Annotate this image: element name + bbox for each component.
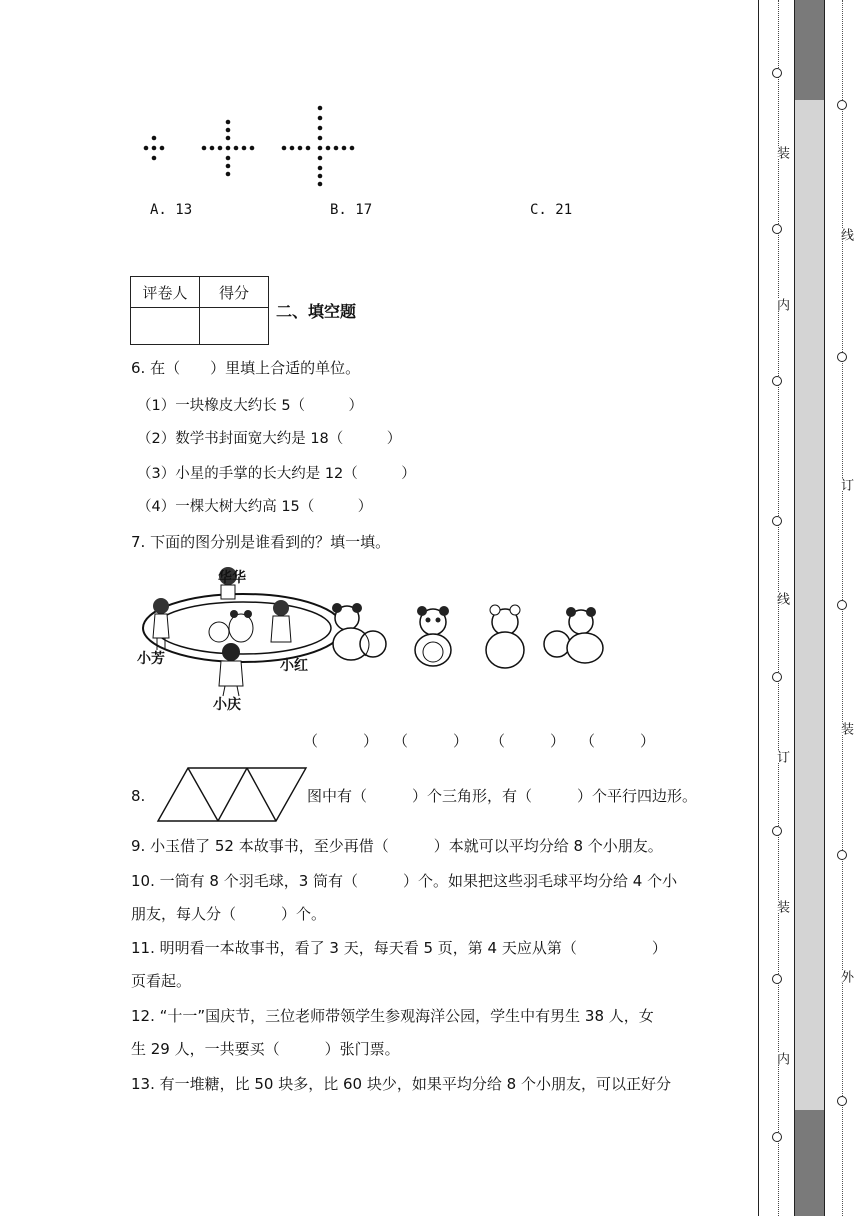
q7-blank-3[interactable]: （ ） bbox=[490, 732, 566, 750]
section-title: 二、填空题 bbox=[276, 302, 357, 321]
q8-text: 图中有（ ）个三角形，有（ ）个平行四边形。 bbox=[307, 787, 698, 805]
outer-label-4: 外 bbox=[838, 970, 853, 983]
outer-hole-3 bbox=[837, 600, 847, 610]
dark-band-bottom bbox=[794, 1110, 824, 1216]
binding-hole-2 bbox=[772, 224, 782, 234]
q6-stem: 6. 在（ ）里填上合适的单位。 bbox=[131, 359, 361, 377]
q10-line1: 10. 一筒有 8 个羽毛球，3 筒有（ ）个。如果把这些羽毛球平均分给 4 个小 bbox=[131, 872, 678, 890]
q6-item-2: （2）数学书封面宽大约是 18（ ） bbox=[137, 431, 402, 447]
binding-hole-7 bbox=[772, 974, 782, 984]
binding-hole-8 bbox=[772, 1132, 782, 1142]
children-around-panda-illustration bbox=[133, 560, 613, 715]
child-bottom bbox=[219, 643, 243, 696]
center-panda bbox=[209, 610, 253, 642]
score-label: 得分 bbox=[200, 277, 269, 308]
reviewer-label: 评卷人 bbox=[131, 277, 200, 308]
binding-hole-5 bbox=[772, 672, 782, 682]
label-xiaohong: 小红 bbox=[280, 658, 308, 674]
binding-hole-6 bbox=[772, 826, 782, 836]
inner-label-4: 订 bbox=[774, 750, 789, 763]
inner-label-1: 装 bbox=[774, 146, 789, 159]
option-c: C. 21 bbox=[530, 202, 573, 218]
inner-label-2: 内 bbox=[774, 298, 789, 311]
figure-b bbox=[202, 120, 255, 177]
q11-line1: 11. 明明看一本故事书，看了 3 天，每天看 5 页，第 4 天应从第（ ） bbox=[131, 939, 667, 957]
q13: 13. 有一堆糖，比 50 块多，比 60 块少，如果平均分给 8 个小朋友，可以正好分 bbox=[131, 1075, 671, 1093]
outer-hole-4 bbox=[837, 850, 847, 860]
outer-label-3: 装 bbox=[838, 722, 853, 735]
outer-hole-1 bbox=[837, 100, 847, 110]
q8-number: 8. bbox=[131, 787, 146, 805]
reviewer-cell[interactable] bbox=[131, 308, 200, 345]
grader-table bbox=[130, 276, 269, 345]
gray-band bbox=[794, 0, 824, 1216]
binding-hole-3 bbox=[772, 376, 782, 386]
label-xiaofang: 小芳 bbox=[137, 651, 165, 667]
triangles-figure bbox=[155, 765, 310, 825]
strip-border-left bbox=[758, 0, 759, 1216]
panda-view-4 bbox=[544, 607, 603, 663]
panda-view-1 bbox=[332, 603, 386, 660]
option-a: A. 13 bbox=[150, 202, 193, 218]
band-edge-right bbox=[824, 0, 825, 1216]
label-huahua: 华华 bbox=[218, 570, 246, 586]
inner-dotted-line bbox=[778, 0, 779, 1216]
q7-blank-4[interactable]: （ ） bbox=[580, 732, 656, 750]
dark-band-top bbox=[794, 0, 824, 100]
label-xiaoqing: 小庆 bbox=[213, 697, 241, 713]
panda-view-2 bbox=[415, 606, 451, 666]
panda-view-3 bbox=[486, 605, 524, 668]
q6-item-1: （1）一块橡皮大约长 5（ ） bbox=[137, 398, 364, 414]
q10-line2: 朋友，每人分（ ）个。 bbox=[131, 905, 327, 923]
outer-hole-2 bbox=[837, 352, 847, 362]
q7-blank-1[interactable]: （ ） bbox=[303, 732, 379, 750]
outer-hole-5 bbox=[837, 1096, 847, 1106]
outer-label-2: 订 bbox=[838, 478, 853, 491]
q12-line1: 12. “十一”国庆节，三位老师带领学生参观海洋公园，学生中有男生 38 人，女 bbox=[131, 1007, 654, 1025]
q6-item-3: （3）小星的手掌的长大约是 12（ ） bbox=[137, 466, 416, 482]
option-b: B. 17 bbox=[330, 202, 373, 218]
inner-label-3: 线 bbox=[774, 592, 789, 605]
dot-figures bbox=[140, 100, 370, 195]
binding-strip bbox=[758, 0, 860, 1216]
figure-c bbox=[282, 106, 355, 187]
score-cell[interactable] bbox=[200, 308, 269, 345]
q9: 9. 小玉借了 52 本故事书，至少再借（ ）本就可以平均分给 8 个小朋友。 bbox=[131, 837, 663, 855]
figure-a bbox=[144, 136, 165, 161]
binding-hole-1 bbox=[772, 68, 782, 78]
child-left bbox=[153, 598, 169, 650]
q11-line2: 页看起。 bbox=[131, 972, 192, 990]
child-right bbox=[271, 600, 291, 642]
inner-label-5: 装 bbox=[774, 900, 789, 913]
outer-label-1: 线 bbox=[838, 228, 853, 241]
q7-stem: 7. 下面的图分别是谁看到的？填一填。 bbox=[131, 533, 391, 551]
binding-hole-4 bbox=[772, 516, 782, 526]
q12-line2: 生 29 人，一共要买（ ）张门票。 bbox=[131, 1040, 400, 1058]
inner-label-6: 内 bbox=[774, 1052, 789, 1065]
band-edge-left bbox=[794, 0, 795, 1216]
q7-blank-2[interactable]: （ ） bbox=[393, 732, 469, 750]
q6-item-4: （4）一棵大树大约高 15（ ） bbox=[137, 499, 373, 515]
